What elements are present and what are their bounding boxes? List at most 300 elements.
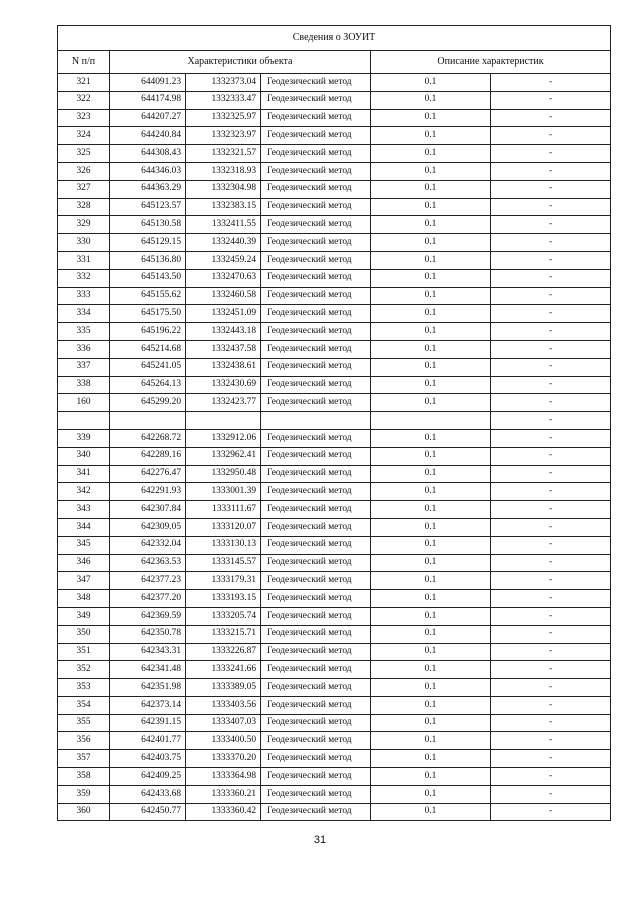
- table-row: [58, 376, 611, 394]
- note-value: -: [491, 305, 611, 323]
- coordinate-x: 642409.25: [110, 768, 186, 786]
- coordinate-y: 1332460.58: [186, 287, 261, 305]
- determination-method: Геодезический метод: [261, 483, 371, 501]
- table-row: [58, 661, 611, 679]
- coordinate-y: 1333179.31: [186, 572, 261, 590]
- accuracy-value: 0.1: [371, 768, 491, 786]
- col-header-characteristics: Характеристики объекта: [110, 51, 371, 74]
- note-value: -: [491, 607, 611, 625]
- determination-method: Геодезический метод: [261, 803, 371, 821]
- determination-method: Геодезический метод: [261, 679, 371, 697]
- coordinate-y: 1333407.03: [186, 714, 261, 732]
- row-number: 336: [58, 340, 110, 358]
- table-row: [58, 447, 611, 465]
- accuracy-value: 0.1: [371, 394, 491, 412]
- accuracy-value: 0.1: [371, 323, 491, 341]
- coordinate-y: 1332411.55: [186, 216, 261, 234]
- coordinate-x: 642401.77: [110, 732, 186, 750]
- determination-method: Геодезический метод: [261, 518, 371, 536]
- coordinate-x: [110, 412, 186, 430]
- coordinate-y: 1333145.57: [186, 554, 261, 572]
- table-row: [58, 536, 611, 554]
- row-number: 323: [58, 109, 110, 127]
- coordinate-x: 642350.78: [110, 625, 186, 643]
- accuracy-value: 0.1: [371, 607, 491, 625]
- page-number: 31: [313, 834, 327, 846]
- table-row: [58, 180, 611, 198]
- table-row: [58, 501, 611, 519]
- coordinate-y: 1332373.04: [186, 74, 261, 92]
- row-number: 160: [58, 394, 110, 412]
- coordinate-x: 642377.20: [110, 590, 186, 608]
- accuracy-value: 0.1: [371, 234, 491, 252]
- determination-method: Геодезический метод: [261, 625, 371, 643]
- determination-method: Геодезический метод: [261, 216, 371, 234]
- determination-method: Геодезический метод: [261, 323, 371, 341]
- table-row: [58, 74, 611, 92]
- coordinate-x: 644091.23: [110, 74, 186, 92]
- table-row: [58, 732, 611, 750]
- note-value: -: [491, 394, 611, 412]
- table-row: [58, 696, 611, 714]
- note-value: -: [491, 109, 611, 127]
- determination-method: Геодезический метод: [261, 465, 371, 483]
- coordinate-y: 1332451.09: [186, 305, 261, 323]
- accuracy-value: 0.1: [371, 465, 491, 483]
- row-number: 349: [58, 607, 110, 625]
- coordinate-x: 642276.47: [110, 465, 186, 483]
- coordinate-y: 1333389.05: [186, 679, 261, 697]
- determination-method: Геодезический метод: [261, 109, 371, 127]
- col-header-num: N п/п: [58, 51, 110, 74]
- coordinate-y: 1332321.57: [186, 145, 261, 163]
- coordinate-x: 645214.68: [110, 340, 186, 358]
- coordinate-x: 645123.57: [110, 198, 186, 216]
- coordinate-y: 1332423.77: [186, 394, 261, 412]
- accuracy-value: 0.1: [371, 732, 491, 750]
- accuracy-value: 0.1: [371, 305, 491, 323]
- note-value: -: [491, 358, 611, 376]
- row-number: 348: [58, 590, 110, 608]
- accuracy-value: 0.1: [371, 91, 491, 109]
- row-number: 324: [58, 127, 110, 145]
- table-row: [58, 429, 611, 447]
- determination-method: Геодезический метод: [261, 145, 371, 163]
- determination-method: [261, 412, 371, 430]
- coordinate-y: 1333120.07: [186, 518, 261, 536]
- coordinate-x: 645196.22: [110, 323, 186, 341]
- table-row: [58, 785, 611, 803]
- coordinate-y: 1332325.97: [186, 109, 261, 127]
- determination-method: Геодезический метод: [261, 91, 371, 109]
- note-value: -: [491, 162, 611, 180]
- note-value: -: [491, 696, 611, 714]
- note-value: -: [491, 661, 611, 679]
- row-number: 356: [58, 732, 110, 750]
- row-number: 337: [58, 358, 110, 376]
- table-row: [58, 287, 611, 305]
- accuracy-value: 0.1: [371, 714, 491, 732]
- coordinate-x: 645175.50: [110, 305, 186, 323]
- row-number: 335: [58, 323, 110, 341]
- row-number: 332: [58, 269, 110, 287]
- determination-method: Геодезический метод: [261, 305, 371, 323]
- table-row: [58, 109, 611, 127]
- coordinate-y: 1332323.97: [186, 127, 261, 145]
- table-row: [58, 607, 611, 625]
- table-row: [58, 91, 611, 109]
- table-row: [58, 216, 611, 234]
- determination-method: Геодезический метод: [261, 376, 371, 394]
- note-value: -: [491, 590, 611, 608]
- coordinate-x: 642289.16: [110, 447, 186, 465]
- coordinate-x: 644308.43: [110, 145, 186, 163]
- coordinate-y: 1333111.67: [186, 501, 261, 519]
- note-value: -: [491, 554, 611, 572]
- coordinate-y: 1332438.61: [186, 358, 261, 376]
- note-value: -: [491, 732, 611, 750]
- determination-method: Геодезический метод: [261, 180, 371, 198]
- accuracy-value: 0.1: [371, 251, 491, 269]
- row-number: 353: [58, 679, 110, 697]
- coordinate-y: 1333360.42: [186, 803, 261, 821]
- coordinate-y: 1333364.98: [186, 768, 261, 786]
- note-value: -: [491, 145, 611, 163]
- table-row: [58, 572, 611, 590]
- coordinate-x: 642351.98: [110, 679, 186, 697]
- table-row: [58, 305, 611, 323]
- note-value: -: [491, 768, 611, 786]
- note-value: -: [491, 340, 611, 358]
- coordinate-x: 645143.50: [110, 269, 186, 287]
- coordinate-y: [186, 412, 261, 430]
- table-row: [58, 643, 611, 661]
- coordinate-x: 642291.93: [110, 483, 186, 501]
- coordinate-x: 642307.84: [110, 501, 186, 519]
- note-value: -: [491, 750, 611, 768]
- coordinate-x: 645130.58: [110, 216, 186, 234]
- determination-method: Геодезический метод: [261, 234, 371, 252]
- determination-method: Геодезический метод: [261, 696, 371, 714]
- accuracy-value: 0.1: [371, 785, 491, 803]
- coordinate-x: 642343.31: [110, 643, 186, 661]
- note-value: -: [491, 376, 611, 394]
- determination-method: Геодезический метод: [261, 501, 371, 519]
- row-number: 351: [58, 643, 110, 661]
- table-row: [58, 590, 611, 608]
- row-number: 352: [58, 661, 110, 679]
- table-row: [58, 162, 611, 180]
- accuracy-value: 0.1: [371, 501, 491, 519]
- coordinate-x: 644174.98: [110, 91, 186, 109]
- note-value: -: [491, 803, 611, 821]
- row-number: [58, 412, 110, 430]
- coordinate-x: 642363.53: [110, 554, 186, 572]
- accuracy-value: 0.1: [371, 340, 491, 358]
- coordinate-y: 1332443.18: [186, 323, 261, 341]
- determination-method: Геодезический метод: [261, 447, 371, 465]
- row-number: 359: [58, 785, 110, 803]
- determination-method: Геодезический метод: [261, 251, 371, 269]
- row-number: 355: [58, 714, 110, 732]
- accuracy-value: 0.1: [371, 483, 491, 501]
- coordinate-y: 1332383.15: [186, 198, 261, 216]
- determination-method: Геодезический метод: [261, 607, 371, 625]
- accuracy-value: 0.1: [371, 572, 491, 590]
- coordinate-x: 642433.68: [110, 785, 186, 803]
- note-value: -: [491, 572, 611, 590]
- row-number: 343: [58, 501, 110, 519]
- accuracy-value: 0.1: [371, 127, 491, 145]
- determination-method: Геодезический метод: [261, 643, 371, 661]
- coordinate-y: 1332962.41: [186, 447, 261, 465]
- row-number: 358: [58, 768, 110, 786]
- accuracy-value: 0.1: [371, 625, 491, 643]
- row-number: 329: [58, 216, 110, 234]
- table-row: [58, 554, 611, 572]
- row-number: 339: [58, 429, 110, 447]
- table-title: Сведения о ЗОУИТ: [58, 26, 611, 51]
- accuracy-value: 0.1: [371, 376, 491, 394]
- accuracy-value: 0.1: [371, 661, 491, 679]
- table-row: [58, 625, 611, 643]
- determination-method: Геодезический метод: [261, 785, 371, 803]
- row-number: 327: [58, 180, 110, 198]
- row-number: 322: [58, 91, 110, 109]
- row-number: 340: [58, 447, 110, 465]
- determination-method: Геодезический метод: [261, 732, 371, 750]
- determination-method: Геодезический метод: [261, 750, 371, 768]
- determination-method: Геодезический метод: [261, 572, 371, 590]
- note-value: -: [491, 501, 611, 519]
- accuracy-value: 0.1: [371, 590, 491, 608]
- determination-method: Геодезический метод: [261, 127, 371, 145]
- row-number: 347: [58, 572, 110, 590]
- determination-method: Геодезический метод: [261, 768, 371, 786]
- row-number: 326: [58, 162, 110, 180]
- accuracy-value: 0.1: [371, 643, 491, 661]
- col-header-description: Описание характеристик: [371, 51, 611, 74]
- note-value: -: [491, 198, 611, 216]
- note-value: -: [491, 483, 611, 501]
- coordinate-y: 1332440.39: [186, 234, 261, 252]
- note-value: -: [491, 74, 611, 92]
- table-row: [58, 340, 611, 358]
- coordinate-y: 1332912.06: [186, 429, 261, 447]
- coordinate-x: 642373.14: [110, 696, 186, 714]
- coordinate-y: 1333370.20: [186, 750, 261, 768]
- accuracy-value: 0.1: [371, 216, 491, 234]
- row-number: 328: [58, 198, 110, 216]
- table-row: [58, 768, 611, 786]
- table-row: [58, 145, 611, 163]
- coordinate-y: 1333130.13: [186, 536, 261, 554]
- note-value: -: [491, 91, 611, 109]
- determination-method: Геодезический метод: [261, 554, 371, 572]
- note-value: -: [491, 127, 611, 145]
- table-row: [58, 394, 611, 412]
- zouit-table: [57, 25, 611, 821]
- accuracy-value: 0.1: [371, 74, 491, 92]
- accuracy-value: 0.1: [371, 679, 491, 697]
- table-row: [58, 714, 611, 732]
- accuracy-value: 0.1: [371, 162, 491, 180]
- table-row: [58, 750, 611, 768]
- accuracy-value: 0.1: [371, 109, 491, 127]
- coordinate-x: 642369.59: [110, 607, 186, 625]
- coordinate-x: 642391.15: [110, 714, 186, 732]
- coordinate-x: 644346.03: [110, 162, 186, 180]
- table-row: [58, 483, 611, 501]
- coordinate-y: 1333205.74: [186, 607, 261, 625]
- coordinate-y: 1333226.87: [186, 643, 261, 661]
- determination-method: Геодезический метод: [261, 429, 371, 447]
- coordinate-y: 1333193.15: [186, 590, 261, 608]
- row-number: 344: [58, 518, 110, 536]
- note-value: -: [491, 785, 611, 803]
- coordinate-y: 1333001.39: [186, 483, 261, 501]
- note-value: -: [491, 180, 611, 198]
- coordinate-y: 1332470.63: [186, 269, 261, 287]
- row-number: 345: [58, 536, 110, 554]
- table-row: [58, 127, 611, 145]
- table-row: [58, 198, 611, 216]
- coordinate-y: 1332459.24: [186, 251, 261, 269]
- row-number: 341: [58, 465, 110, 483]
- coordinate-x: 642341.48: [110, 661, 186, 679]
- row-number: 330: [58, 234, 110, 252]
- determination-method: Геодезический метод: [261, 536, 371, 554]
- determination-method: Геодезический метод: [261, 340, 371, 358]
- accuracy-value: 0.1: [371, 750, 491, 768]
- coordinate-x: 644240.84: [110, 127, 186, 145]
- determination-method: Геодезический метод: [261, 358, 371, 376]
- row-number: 338: [58, 376, 110, 394]
- coordinate-x: 645129.15: [110, 234, 186, 252]
- accuracy-value: 0.1: [371, 269, 491, 287]
- accuracy-value: [371, 412, 491, 430]
- note-value: -: [491, 429, 611, 447]
- coordinate-x: 645136.80: [110, 251, 186, 269]
- accuracy-value: 0.1: [371, 287, 491, 305]
- table-row: [58, 518, 611, 536]
- note-value: -: [491, 269, 611, 287]
- accuracy-value: 0.1: [371, 447, 491, 465]
- coordinate-y: 1332950.48: [186, 465, 261, 483]
- table-row: [58, 234, 611, 252]
- row-number: 360: [58, 803, 110, 821]
- note-value: -: [491, 518, 611, 536]
- coordinate-x: 642268.72: [110, 429, 186, 447]
- coordinate-x: 642403.75: [110, 750, 186, 768]
- coordinate-y: 1332430.69: [186, 376, 261, 394]
- row-number: 334: [58, 305, 110, 323]
- accuracy-value: 0.1: [371, 198, 491, 216]
- determination-method: Геодезический метод: [261, 269, 371, 287]
- coordinate-x: 642332.04: [110, 536, 186, 554]
- row-number: 357: [58, 750, 110, 768]
- coordinate-x: 644207.27: [110, 109, 186, 127]
- coordinate-y: 1333360.21: [186, 785, 261, 803]
- note-value: -: [491, 679, 611, 697]
- row-number: 333: [58, 287, 110, 305]
- note-value: -: [491, 287, 611, 305]
- row-number: 321: [58, 74, 110, 92]
- note-value: -: [491, 465, 611, 483]
- row-number: 331: [58, 251, 110, 269]
- note-value: -: [491, 536, 611, 554]
- coordinate-x: 642309.05: [110, 518, 186, 536]
- coordinate-y: 1333241.66: [186, 661, 261, 679]
- table-row: [58, 412, 611, 430]
- accuracy-value: 0.1: [371, 803, 491, 821]
- note-value: -: [491, 216, 611, 234]
- coordinate-y: 1332304.98: [186, 180, 261, 198]
- coordinate-y: 1332318.93: [186, 162, 261, 180]
- coordinate-x: 644363.29: [110, 180, 186, 198]
- row-number: 354: [58, 696, 110, 714]
- coordinate-y: 1333400.50: [186, 732, 261, 750]
- accuracy-value: 0.1: [371, 518, 491, 536]
- accuracy-value: 0.1: [371, 429, 491, 447]
- note-value: -: [491, 234, 611, 252]
- accuracy-value: 0.1: [371, 358, 491, 376]
- note-value: -: [491, 251, 611, 269]
- coordinate-x: 645155.62: [110, 287, 186, 305]
- accuracy-value: 0.1: [371, 696, 491, 714]
- note-value: -: [491, 447, 611, 465]
- coordinate-y: 1333215.71: [186, 625, 261, 643]
- table-row: [58, 269, 611, 287]
- coordinate-x: 642450.77: [110, 803, 186, 821]
- table-row: [58, 251, 611, 269]
- accuracy-value: 0.1: [371, 554, 491, 572]
- coordinate-y: 1332333.47: [186, 91, 261, 109]
- determination-method: Геодезический метод: [261, 394, 371, 412]
- table-row: [58, 358, 611, 376]
- accuracy-value: 0.1: [371, 145, 491, 163]
- determination-method: Геодезический метод: [261, 590, 371, 608]
- coordinate-x: 642377.23: [110, 572, 186, 590]
- note-value: -: [491, 643, 611, 661]
- table-row: [58, 679, 611, 697]
- determination-method: Геодезический метод: [261, 661, 371, 679]
- row-number: 346: [58, 554, 110, 572]
- determination-method: Геодезический метод: [261, 74, 371, 92]
- coordinate-y: 1333403.56: [186, 696, 261, 714]
- note-value: -: [491, 625, 611, 643]
- row-number: 350: [58, 625, 110, 643]
- accuracy-value: 0.1: [371, 536, 491, 554]
- table-row: [58, 323, 611, 341]
- accuracy-value: 0.1: [371, 180, 491, 198]
- determination-method: Геодезический метод: [261, 714, 371, 732]
- coordinate-x: 645241.05: [110, 358, 186, 376]
- determination-method: Геодезический метод: [261, 198, 371, 216]
- note-value: -: [491, 323, 611, 341]
- note-value: -: [491, 412, 611, 430]
- table-row: [58, 465, 611, 483]
- coordinate-x: 645264.13: [110, 376, 186, 394]
- row-number: 325: [58, 145, 110, 163]
- coordinate-x: 645299.20: [110, 394, 186, 412]
- row-number: 342: [58, 483, 110, 501]
- note-value: -: [491, 714, 611, 732]
- determination-method: Геодезический метод: [261, 287, 371, 305]
- determination-method: Геодезический метод: [261, 162, 371, 180]
- table-row: [58, 803, 611, 821]
- coordinate-y: 1332437.58: [186, 340, 261, 358]
